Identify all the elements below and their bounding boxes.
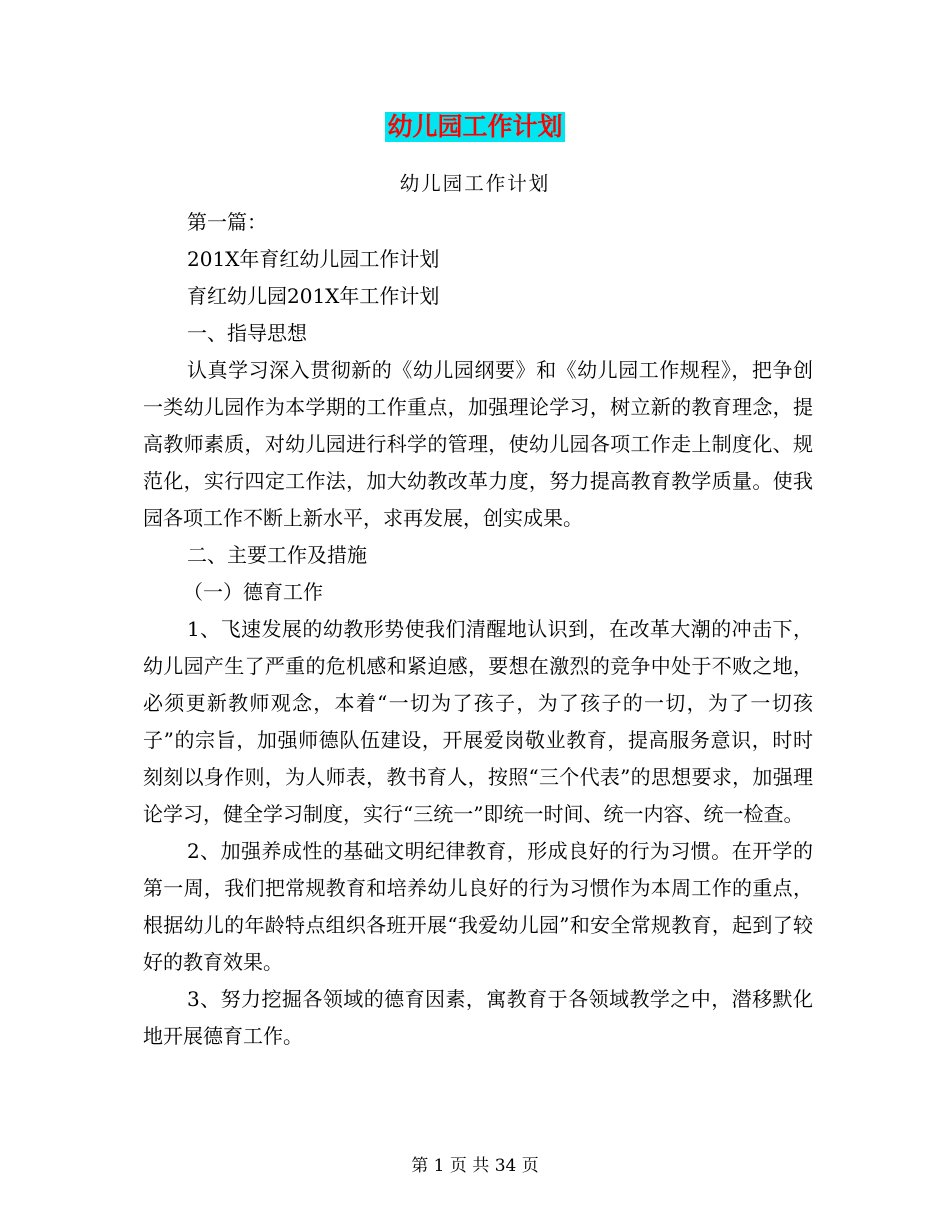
document-body (143, 204, 813, 1055)
body-paragraph: 1、飞速发展的幼教形势使我们清醒地认识到，在改革大潮的冲击下，幼儿园产生了严重的危机感和紧迫感，要想在激烈的竞争中处于不败之地，必须更新教师观念，本着“一切为了孩子，为了孩子的一切，为了一切孩子”的宗旨，加强师德队伍建设，开展爱岗敬业教育，提高服务意识，时时刻刻以身作则，为人师表，教书育人，按照“三个代表”的思想要求，加强理论学习，健全学习制度，实行“三统一”即统一时间、统一内容、统一检查。 (143, 617, 813, 826)
body-paragraph: 2、加强养成性的基础文明纪律教育，形成良好的行为习惯。在开学的第一周，我们把常规教育和培养幼儿良好的行为习惯作为本周工作的重点，根据幼儿的年龄特点组织各班开展“我爱幼儿园”和安全常规教育，起到了较好的教育效果。 (143, 839, 813, 974)
section-label: 第一篇： (187, 210, 267, 234)
heading-line: 201X年育红幼儿园工作计划 (187, 247, 440, 271)
document-title: 幼儿园工作计划 (387, 112, 563, 141)
page-footer: 第 1 页 共 34 页 (411, 1156, 539, 1176)
section-heading: 二、主要工作及措施 (187, 543, 367, 567)
subsection-heading: （一）德育工作 (183, 580, 323, 604)
document-subtitle: 幼儿园工作计划 (399, 172, 551, 195)
body-paragraph: 3、努力挖掘各领域的德育因素，寓教育于各领域教学之中，潜移默化地开展德育工作。 (143, 987, 813, 1048)
heading-line: 育红幼儿园201X年工作计划 (187, 284, 440, 308)
body-paragraph: 认真学习深入贯彻新的《幼儿园纲要》和《幼儿园工作规程》，把争创一类幼儿园作为本学期的工作重点，加强理论学习，树立新的教育理念，提高教师素质，对幼儿园进行科学的管理，使幼儿园各项工作走上制度化、规范化，实行四定工作法，加大幼教改革力度，努力提高教育教学质量。使我园各项工作不断上新水平，求再发展，创实成果。 (143, 358, 813, 530)
title-block (0, 112, 950, 142)
section-heading: 一、指导思想 (187, 321, 307, 345)
